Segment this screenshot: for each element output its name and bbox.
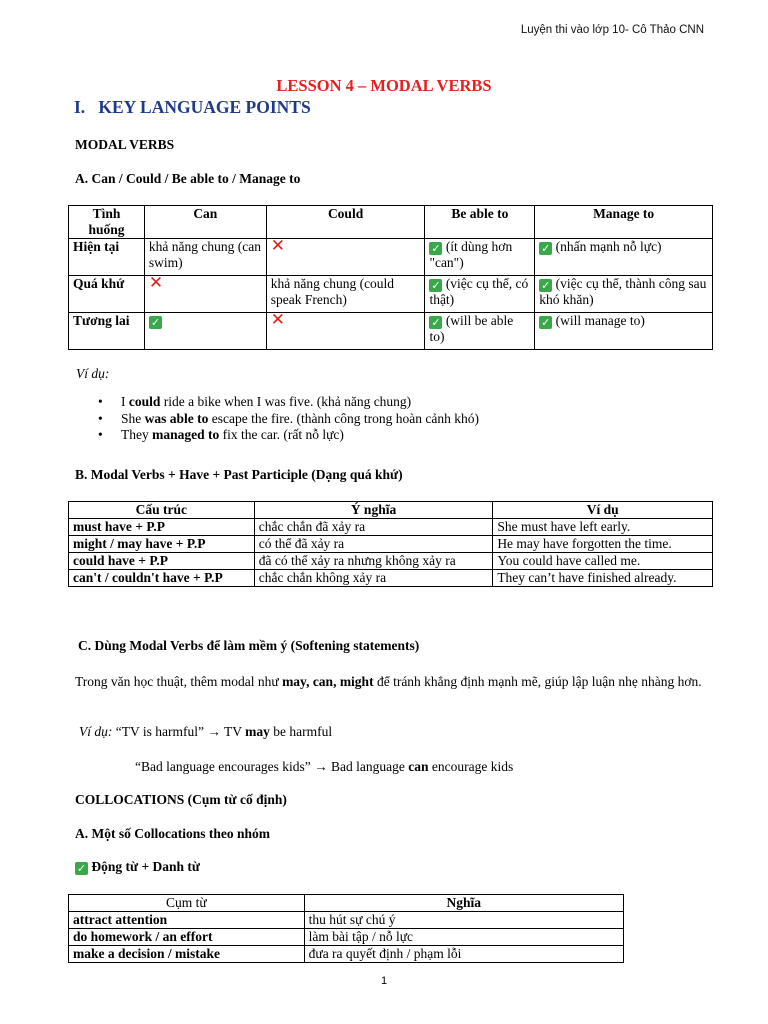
manage-to-cell [535,276,713,313]
paragraph-text: Trong văn học thuật, thêm modal như [75,674,283,689]
example-modal: may [245,724,270,739]
meaning-cell: làm bài tập / nỗ lực [304,929,623,946]
example-text: fix the car. (rất nỗ lực) [219,427,344,442]
table-row [69,519,713,536]
list-item [98,427,479,444]
be-able-to-cell [425,239,535,276]
example-label: Ví dụ: [79,724,113,739]
examples-list [98,394,479,444]
lesson-title: LESSON 4 – MODAL VERBS [276,76,492,95]
example-text: I [121,394,129,409]
collocation-group-title [75,859,200,875]
structure-cell: can't / couldn't have + P.P [69,570,255,587]
section-number: I. [74,97,86,117]
example-modal: can [408,759,429,774]
check-mark-icon: ✓ [76,862,87,875]
table-row [69,553,713,570]
situation-cell: Quá khứ [69,276,145,313]
example-text: escape the fire. (thành công trong hoàn cảnh khó) [208,410,480,426]
cell-text: (will be able to) [429,313,514,344]
meaning-cell: có thể đã xảy ra [254,536,493,553]
manage-to-cell [535,313,713,350]
collocations-table [68,894,624,963]
column-header: Can [144,206,266,239]
cell-text: (will manage to) [552,313,645,328]
column-header: Cấu trúc [69,502,255,519]
section-a-heading: A. Can / Could / Be able to / Manage to [75,171,301,186]
column-header: Cụm từ [69,895,305,912]
example-text: “TV is harmful” → TV [112,724,246,739]
column-header: Manage to [535,206,713,239]
table-header-row [69,502,713,519]
example-modal: was able to [144,410,209,426]
table-row [69,313,713,350]
example-text: They [121,427,153,442]
meaning-cell: đã có thể xảy ra nhưng không xảy ra [254,553,493,570]
table-row [69,912,624,929]
cross-mark-icon: ✕ [270,236,285,256]
paragraph-bold: may, can, might [282,674,374,689]
check-mark-icon: ✓ [541,242,551,255]
cell-text: (nhấn mạnh nỗ lực) [552,239,662,254]
example-modal: could [128,394,161,409]
column-header: Ví dụ [493,502,713,519]
could-cell: khả năng chung (could speak French) [266,276,425,313]
page-header: Luyện thi vào lớp 10- Cô Thảo CNN [520,24,704,36]
situation-cell: Hiện tại [69,239,145,276]
meaning-cell: thu hút sự chú ý [304,912,623,929]
structure-cell: must have + P.P [69,519,255,536]
example-modal: managed to [152,427,220,442]
check-mark-icon: ✓ [541,279,551,292]
check-mark-icon: ✓ [431,242,441,255]
table-row [69,276,713,313]
group-title-text: Động từ + Danh từ [91,859,201,874]
column-header: Could [266,206,425,239]
modal-perfect-table [68,501,713,587]
table-row [69,570,713,587]
paragraph-text: để tránh khẳng định mạnh mẽ, giúp lập luận nhẹ nhàng hơn. [373,674,702,689]
section-c-heading: C. Dùng Modal Verbs để làm mềm ý (Softening statements) [78,638,420,653]
cell-text: (việc cụ thể, thành công sau khó khăn) [539,276,707,307]
table-header-row [69,895,624,912]
meaning-cell: chắc chắn đã xảy ra [254,519,493,536]
softening-example-1 [79,723,332,741]
example-text: “Bad language encourages kids” → Bad language [135,759,409,774]
example-cell: She must have left early. [493,519,713,536]
situation-cell: Tương lai [69,313,145,350]
be-able-to-cell [425,276,535,313]
phrase-cell: do homework / an effort [69,929,305,946]
softening-example-2 [135,758,513,776]
check-mark-icon: ✓ [431,279,441,292]
meaning-cell: chắc chắn không xảy ra [254,570,493,587]
examples-label: Ví dụ: [76,366,110,381]
column-header: Nghĩa [304,895,623,912]
example-text: be harmful [269,724,333,739]
list-item [98,394,479,411]
example-text: ride a bike when I was five. (khả năng chung) [160,394,412,409]
example-cell: He may have forgotten the time. [493,536,713,553]
modal-verbs-heading: MODAL VERBS [75,137,175,152]
structure-cell: could have + P.P [69,553,255,570]
table-row [69,536,713,553]
column-header: Be able to [425,206,535,239]
check-mark-icon: ✓ [150,316,161,329]
list-item [98,411,479,428]
softening-paragraph [75,673,715,691]
page-number: 1 [380,975,388,987]
can-cell [144,273,266,313]
example-text: encourage kids [428,759,514,774]
section-heading [74,97,311,118]
table-row [69,239,713,276]
phrase-cell: attract attention [69,912,305,929]
column-header: Ý nghĩa [254,502,493,519]
cell-text: (ít dùng hơn "can") [429,239,513,270]
structure-cell: might / may have + P.P [69,536,255,553]
section-b-heading: B. Modal Verbs + Have + Past Participle (Dạng quá khứ) [75,467,403,482]
cell-text: (việc cụ thể, có thật) [429,276,529,307]
table-row [69,929,624,946]
could-cell [266,310,425,350]
phrase-cell: make a decision / mistake [69,946,305,963]
can-cell: khả năng chung (can swim) [144,239,266,276]
cross-mark-icon: ✕ [270,310,285,330]
manage-to-cell [535,239,713,276]
table-header-row [69,206,713,239]
collocations-heading: COLLOCATIONS (Cụm từ cố định) [75,792,287,807]
check-mark-icon: ✓ [541,316,551,329]
table-row [69,946,624,963]
section-title: KEY LANGUAGE POINTS [98,97,311,117]
meaning-cell: đưa ra quyết định / phạm lỗi [304,946,623,963]
example-cell: They can’t have finished already. [493,570,713,587]
could-cell [266,236,425,276]
can-cell [144,313,266,350]
example-cell: You could have called me. [493,553,713,570]
check-mark-icon: ✓ [431,316,441,329]
cross-mark-icon: ✕ [148,273,164,293]
example-text: She [121,410,145,426]
collocations-sub-heading: A. Một số Collocations theo nhóm [75,826,270,841]
be-able-to-cell [425,313,535,350]
modal-ability-table [68,205,713,350]
column-header: Tình huống [69,206,145,239]
